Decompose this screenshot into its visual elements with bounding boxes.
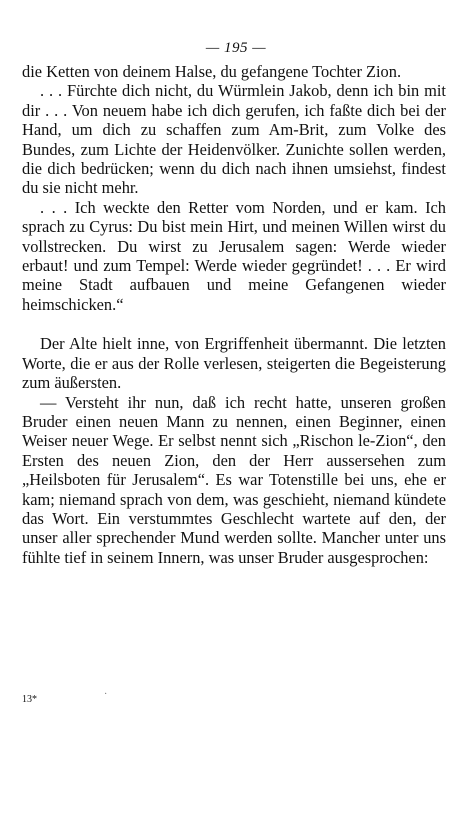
paragraph-2: . . . Fürchte dich nicht, du Würmlein Jakob, denn ich bin mit dir . . . Von neuem habe ich dich gerufen, ich faßte dich bei der Hand, um dich zu schaffen zum Am-Brit, zum Volke des Bundes, zum Lichte der Heidenvölker. Zunichte sollen werden, die dich bedrücken; wenn du dich nach ihnen umsiehst, findest du sie nicht mehr. [22, 81, 446, 198]
signature-mark: 13* [22, 694, 37, 705]
paragraph-5: — Versteht ihr nun, daß ich recht hatte, unseren großen Bruder einen neuen Mann zu nennen, einen Beginner, einen Weiser neuer Wege. Er selbst nennt sich „Rischon le-Zion“, den Ersten des neuen Zion, den der Herr aussersehen zum „Heilsboten für Jerusalem“. Es war Totenstille bei uns, ehe er kam; niemand sprach von dem, was geschieht, niemand kündete das Wort. Ein verstummtes Geschlecht wartete auf den, der unser aller sprechender Mund werden sollte. Mancher unter uns fühlte tief in seinem Innern, was unser Bruder ausgesprochen: [22, 392, 446, 567]
paragraph-4: Der Alte hielt inne, von Ergriffenheit übermannt. Die letzten Worte, die er aus der Rolle verlesen, steigerten die Begeisterung zum äußersten. [22, 334, 446, 393]
paragraph-gap [22, 314, 446, 334]
body-text [22, 62, 446, 567]
page-number: — 195 — [205, 40, 267, 56]
paragraph-3: . . . Ich weckte den Retter vom Norden, und er kam. Ich sprach zu Cyrus: Du bist mein Hirt, und meinen Willen wirst du vollstrecken. Du wirst zu Jerusalem sagen: Werde wieder erbaut! und zum Tempel: Werde wieder gegründet! . . . Er wird meine Stadt aufbauen und meine Gefangenen wieder heimschicken.“ [22, 197, 446, 314]
signature-dot: · [104, 689, 108, 700]
paragraph-1: die Ketten von deinem Halse, du gefangene Tochter Zion. [22, 62, 402, 81]
